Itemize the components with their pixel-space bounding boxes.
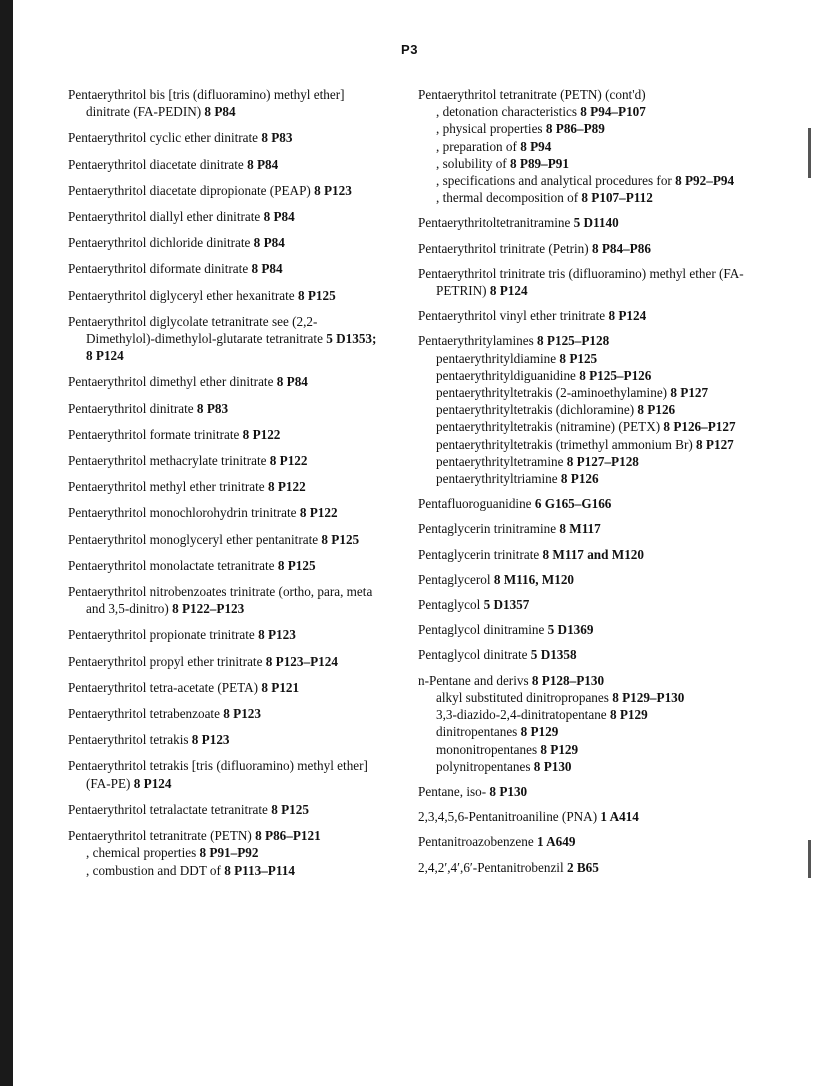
entry-term: Pentaerythritol tetralactate tetranitrate	[68, 801, 268, 817]
index-entry	[68, 531, 386, 548]
sub-entry	[436, 418, 748, 435]
index-entry	[68, 260, 386, 277]
entry-reference: 8 P125	[321, 531, 360, 547]
index-entry	[68, 557, 386, 574]
entry-term: Pentaerythritol diallyl ether dinitrate	[68, 209, 261, 225]
sub-entry-reference: 8 P126–P127	[663, 419, 736, 435]
sub-entry-term: alkyl substituted dinitropropanes	[436, 689, 609, 705]
index-entry	[418, 495, 748, 512]
sub-entry-reference: 8 P113–P114	[224, 862, 295, 878]
entry-term: Pentaerythritol formate trinitrate	[68, 426, 240, 442]
sub-entry-reference: 8 P125–P126	[579, 367, 652, 383]
entry-reference: 8 P122–P123	[172, 601, 245, 617]
entry-term: Pentaerythritol diacetate dipropionate (PEAP)	[68, 182, 311, 198]
sub-entry	[86, 844, 386, 861]
entry-reference: 8 M117	[559, 521, 601, 537]
entry-term: Pentaglycol dinitramine	[418, 622, 545, 638]
sub-entry-reference: 8 P127–P128	[566, 453, 639, 469]
sub-entry-list	[436, 689, 748, 775]
entry-term: Pentaerythritol propyl ether trinitrate	[68, 653, 263, 669]
entry-term: Pentaerythritol monolactate tetranitrate	[68, 557, 275, 573]
sub-entry-reference: 8 P129–P130	[612, 689, 685, 705]
entry-term: Pentaerythritol diacetate dinitrate	[68, 156, 244, 172]
scan-mark	[808, 128, 811, 178]
entry-term: Pentaglycol dinitrate	[418, 647, 528, 663]
entry-term: Pentaerythritol tetrakis [tris (difluoramino) methyl ether] (FA-PE)	[68, 758, 368, 791]
entry-reference: 8 P130	[489, 783, 528, 799]
entry-reference: 8 P123	[258, 627, 296, 643]
entry-reference: 6 G165–G166	[534, 496, 612, 512]
sub-entry	[436, 155, 748, 172]
index-entry	[68, 426, 386, 443]
sub-entry-term: pentaerythrityltetramine	[436, 453, 564, 469]
sub-entry	[436, 172, 748, 189]
sub-entry	[436, 758, 748, 775]
index-entry	[68, 182, 386, 199]
sub-entry-term: , physical properties	[436, 121, 543, 137]
sub-entry	[436, 723, 748, 740]
entry-reference: 8 P83	[261, 130, 293, 146]
entry-reference: 8 P123	[223, 706, 261, 722]
entry-reference: 8 P124	[608, 308, 647, 324]
sub-entry	[436, 120, 748, 137]
entry-reference: 8 P123	[191, 732, 230, 748]
index-entry	[418, 621, 748, 638]
entry-reference: 8 P83	[196, 400, 229, 416]
sub-entry-term: mononitropentanes	[436, 741, 538, 757]
sub-entry	[436, 189, 748, 206]
index-entry	[68, 313, 386, 365]
entry-term: Pentaerythritol diglyceryl ether hexanitrate	[68, 287, 295, 303]
index-entry	[68, 626, 386, 643]
entry-reference: 2 B65	[566, 859, 599, 875]
sub-entry-term: pentaerythrityltetrakis (trimethyl ammonium Br)	[436, 436, 693, 452]
entry-reference: 8 P122	[269, 453, 308, 469]
index-entry	[418, 833, 748, 850]
entry-term: 2,4,2′,4′,6′-Pentanitrobenzil	[418, 859, 564, 875]
entry-term: Pentaerythritol methacrylate trinitrate	[68, 453, 267, 469]
entry-term: Pentaerythritol dinitrate	[68, 400, 194, 416]
index-entry	[68, 287, 386, 304]
index-entry	[68, 208, 386, 225]
index-entry	[418, 672, 748, 775]
sub-entry	[436, 689, 748, 706]
entry-term: Pentaerythritol monoglyceryl ether pentanitrate	[68, 531, 319, 547]
index-entry	[418, 332, 748, 487]
entry-term: Pentaglycerin trinitramine	[418, 521, 557, 537]
entry-term: Pentaerythritol tetrabenzoate	[68, 706, 220, 722]
entry-term: n-Pentane and derivs	[418, 672, 529, 688]
entry-reference: 8 P84	[263, 209, 295, 225]
entry-reference: 8 P84	[251, 261, 283, 277]
entry-reference: 5 D1358	[530, 647, 577, 663]
sub-entry-term: 3,3-diazido-2,4-dinitratopentane	[436, 707, 607, 723]
entry-term: Pentaerythritol vinyl ether trinitrate	[418, 308, 606, 324]
index-entry	[68, 234, 386, 251]
sub-entry-reference: 8 P94–P107	[580, 104, 646, 120]
sub-entry	[436, 138, 748, 155]
sub-entry-term: pentaerythrityltriamine	[436, 471, 558, 487]
index-entry	[68, 400, 386, 417]
entry-term: Pentaerythritol trinitrate tris (difluoramino) methyl ether (FA-PETRIN)	[418, 265, 744, 299]
entry-term: Pentaerythritol cyclic ether dinitrate	[68, 130, 259, 146]
index-entry	[68, 827, 386, 879]
entry-reference: 8 P125	[297, 287, 336, 303]
entry-reference: 8 P84	[204, 104, 236, 120]
sub-entry-term: , detonation characteristics	[436, 104, 577, 120]
sub-entry	[436, 401, 748, 418]
sub-entry-reference: 8 P126	[560, 471, 599, 487]
sub-entry-list	[436, 103, 748, 206]
sub-entry-reference: 8 P129	[520, 724, 559, 740]
entry-reference: 8 P121	[261, 679, 300, 695]
entry-reference: 8 P122	[242, 426, 281, 442]
sub-entry-term: , chemical properties	[86, 845, 197, 861]
sub-entry-term: polynitropentanes	[436, 758, 531, 774]
entry-reference: 8 P125	[277, 557, 316, 573]
entry-term: Pentaerythritoltetranitramine	[418, 215, 571, 231]
entry-term: Pentaerythritol methyl ether trinitrate	[68, 479, 265, 495]
sub-entry-reference: 8 P92–P94	[675, 173, 735, 189]
index-entry	[68, 801, 386, 818]
index-entry	[418, 307, 748, 324]
index-entry	[418, 265, 748, 299]
entry-term: Pentaerythritol monochlorohydrin trinitrate	[68, 505, 297, 521]
entry-term: Pentaerythritol tetra-acetate (PETA)	[68, 679, 259, 695]
entry-reference: 8 P123–P124	[265, 653, 338, 669]
sub-entry-term: , solubility of	[436, 155, 507, 171]
entry-term: Pentaglycerol	[418, 571, 491, 587]
index-entry	[68, 679, 386, 696]
entry-reference: 8 M117 and M120	[542, 546, 644, 562]
index-entry	[418, 596, 748, 613]
entry-reference: 8 P84–P86	[591, 240, 651, 256]
index-entry	[418, 86, 748, 206]
sub-entry	[436, 103, 748, 120]
entry-reference: 8 P86–P121	[255, 828, 321, 844]
index-entry	[418, 546, 748, 563]
sub-entry-reference: 8 P130	[533, 758, 572, 774]
sub-entry-reference: 8 P129	[540, 741, 579, 757]
entry-term: Pentaerythritol dichloride dinitrate	[68, 235, 251, 251]
sub-entry-reference: 8 P94	[520, 138, 552, 154]
sub-entry-term: , preparation of	[436, 138, 517, 154]
entry-term: 2,3,4,5,6-Pentanitroaniline (PNA)	[418, 809, 598, 825]
entry-term: Pentaerythritol nitrobenzoates trinitrate (ortho, para, meta and 3,5-dinitro)	[68, 584, 373, 617]
sub-entry-term: dinitropentanes	[436, 724, 518, 740]
sub-entry-reference: 8 P129	[609, 707, 648, 723]
index-entry	[418, 808, 748, 825]
sub-entry-reference: 8 P107–P112	[581, 190, 653, 206]
entry-term: Pentanitroazobenzene	[418, 834, 534, 850]
sub-entry	[436, 367, 748, 384]
entry-reference: 8 P84	[253, 235, 285, 251]
entry-term: Pentaerythritylamines	[418, 333, 534, 349]
sub-entry	[436, 436, 748, 453]
index-entry	[68, 504, 386, 521]
index-entry	[418, 571, 748, 588]
entry-term: Pentaerythritol trinitrate (Petrin)	[418, 240, 589, 256]
sub-entry-term: pentaerythrityltetrakis (dichloramine)	[436, 402, 635, 418]
entry-term: Pentaerythritol bis [tris (difluoramino) methyl ether] dinitrate (FA-PEDIN)	[68, 87, 345, 120]
entry-term: Pentaerythritol tetranitrate (PETN) (cont'd)	[418, 87, 646, 102]
sub-entry	[436, 384, 748, 401]
sub-entry-reference: 8 P127	[670, 385, 709, 401]
index-entry	[68, 129, 386, 146]
entry-term: Pentaerythritol diglycolate tetranitrate see (2,2-Dimethylol)-dimethylol-glutarate tetranitrate	[68, 313, 323, 347]
entry-reference: 8 P128–P130	[531, 672, 605, 688]
index-entry	[68, 757, 386, 791]
entry-reference: 8 M116, M120	[493, 571, 575, 587]
entry-reference: 5 D1357	[483, 597, 530, 613]
sub-entry-reference: 8 P127	[696, 436, 734, 452]
index-entry	[418, 646, 748, 663]
sub-entry-reference: 8 P126	[637, 402, 676, 418]
entry-reference: 5 D1140	[573, 215, 619, 231]
sub-entry	[86, 862, 386, 879]
index-entry	[68, 373, 386, 390]
entry-term: Pentaerythritol tetranitrate (PETN)	[68, 828, 252, 844]
sub-entry-list	[86, 844, 386, 878]
scan-border	[0, 0, 13, 1086]
sub-entry-reference: 8 P86–P89	[545, 121, 605, 137]
index-entry	[68, 705, 386, 722]
sub-entry-term: , specifications and analytical procedures for	[436, 173, 672, 189]
entry-reference: 8 P124	[489, 283, 528, 299]
index-entry	[418, 240, 748, 257]
entry-reference: 1 A649	[537, 834, 576, 850]
index-entry	[68, 583, 386, 617]
scan-mark	[808, 840, 811, 878]
index-entry	[68, 156, 386, 173]
entry-term: Pentaerythritol propionate trinitrate	[68, 627, 255, 643]
entry-reference: 8 P122	[267, 479, 306, 495]
entry-term: Pentane, iso-	[418, 783, 487, 799]
entry-reference: 8 P125–P128	[537, 333, 610, 349]
sub-entry-term: pentaerythrityltetrakis (2-aminoethylamine)	[436, 385, 668, 401]
sub-entry-term: pentaerythrityldiamine	[436, 350, 557, 366]
entry-term: Pentaerythritol tetrakis	[68, 732, 189, 748]
index-entry	[68, 86, 386, 120]
sub-entry-reference: 8 P125	[559, 350, 598, 366]
sub-entry	[436, 453, 748, 470]
entry-reference: 8 P84	[276, 374, 308, 390]
entry-reference: 8 P122	[299, 505, 338, 521]
index-column-right	[418, 86, 748, 884]
entry-reference: 8 P84	[247, 156, 279, 172]
sub-entry	[436, 741, 748, 758]
index-entry	[68, 478, 386, 495]
sub-entry	[436, 470, 748, 487]
entry-term: Pentaerythritol diformate dinitrate	[68, 261, 249, 277]
entry-term: Pentaglycol	[418, 597, 481, 613]
entry-reference: 8 P123	[314, 182, 352, 198]
entry-term: Pentaerythritol dimethyl ether dinitrate	[68, 374, 274, 390]
entry-reference: 5 D1369	[547, 622, 594, 638]
sub-entry-term: pentaerythrityldiguanidine	[436, 367, 576, 383]
sub-entry	[436, 706, 748, 723]
entry-reference: 1 A414	[600, 809, 639, 825]
entry-term: Pentaglycerin trinitrate	[418, 546, 540, 562]
sub-entry	[436, 350, 748, 367]
index-column-left	[68, 86, 386, 888]
entry-reference: 8 P125	[271, 801, 309, 817]
index-entry	[418, 783, 748, 800]
sub-entry-term: pentaerythrityltetrakis (nitramine) (PETX)	[436, 419, 661, 435]
sub-entry-reference: 8 P91–P92	[199, 845, 259, 861]
entry-reference: 8 P124	[133, 775, 172, 791]
sub-entry-term: , thermal decomposition of	[436, 190, 579, 206]
index-entry	[68, 731, 386, 748]
index-entry	[68, 452, 386, 469]
index-entry	[418, 214, 748, 231]
entry-reference: 5 D1353; 8 P124	[86, 331, 377, 364]
index-entry	[418, 520, 748, 537]
page-number: P3	[401, 42, 418, 57]
index-entry	[418, 859, 748, 876]
sub-entry-reference: 8 P89–P91	[510, 155, 569, 171]
index-entry	[68, 653, 386, 670]
sub-entry-term: , combustion and DDT of	[86, 862, 221, 878]
sub-entry-list	[436, 350, 748, 488]
entry-term: Pentafluoroguanidine	[418, 496, 532, 512]
